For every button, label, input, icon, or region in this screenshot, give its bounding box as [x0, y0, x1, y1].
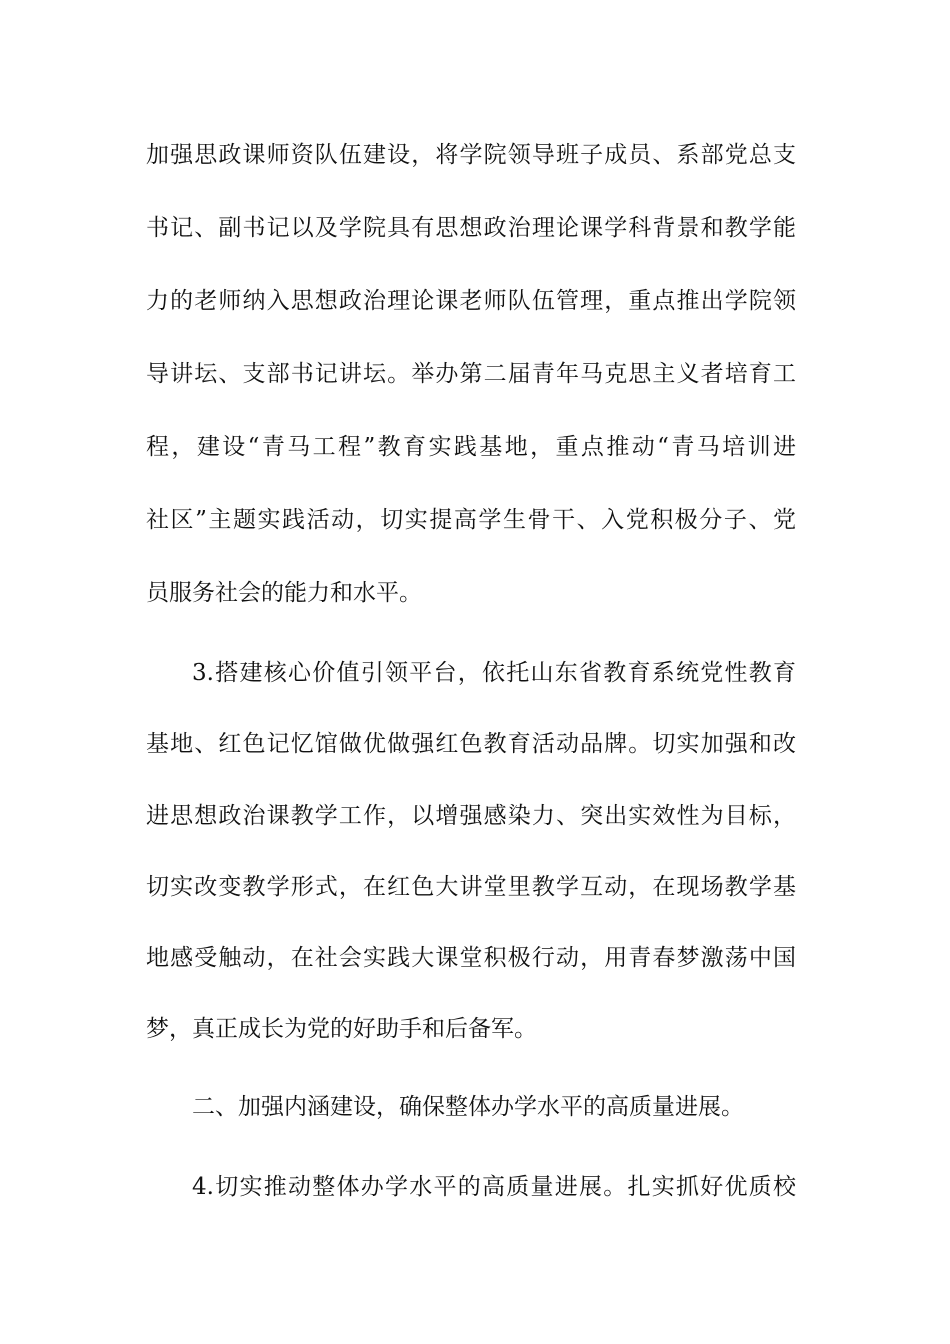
text-line: 程，建设“青马工程”教育实践基地，重点推动“青马培训进	[146, 434, 796, 460]
text-line: 基地、红色记忆馆做优做强红色教育活动品牌。切实加强和改	[146, 731, 796, 757]
section-heading: 二、加强内涵建设，确保整体办学水平的高质量进展。	[192, 1094, 744, 1120]
text-line: 进思想政治课教学工作，以增强感染力、突出实效性为目标，	[146, 803, 796, 829]
text-line: 书记、副书记以及学院具有思想政治理论课学科背景和教学能	[146, 215, 796, 241]
text-line: 社区”主题实践活动，切实提高学生骨干、入党积极分子、党	[146, 507, 796, 533]
text-line: 加强思政课师资队伍建设，将学院领导班子成员、系部党总支	[146, 142, 796, 168]
text-line: 切实改变教学形式，在红色大讲堂里教学互动，在现场教学基	[146, 874, 796, 900]
paragraph-4-first-line: 4.切实推动整体办学水平的高质量进展。扎实抓好优质校	[192, 1174, 796, 1200]
text-line: 地感受触动，在社会实践大课堂积极行动，用青春梦激荡中国	[146, 945, 796, 971]
text-line: 力的老师纳入思想政治理论课老师队伍管理，重点推出学院领	[146, 288, 796, 314]
text-line: 员服务社会的能力和水平。	[146, 580, 422, 606]
paragraph-3-first-line: 3.搭建核心价值引领平台，依托山东省教育系统党性教育	[192, 660, 796, 686]
text-line: 导讲坛、支部书记讲坛。举办第二届青年马克思主义者培育工	[146, 361, 796, 387]
text-line: 梦，真正成长为党的好助手和后备军。	[146, 1016, 537, 1042]
